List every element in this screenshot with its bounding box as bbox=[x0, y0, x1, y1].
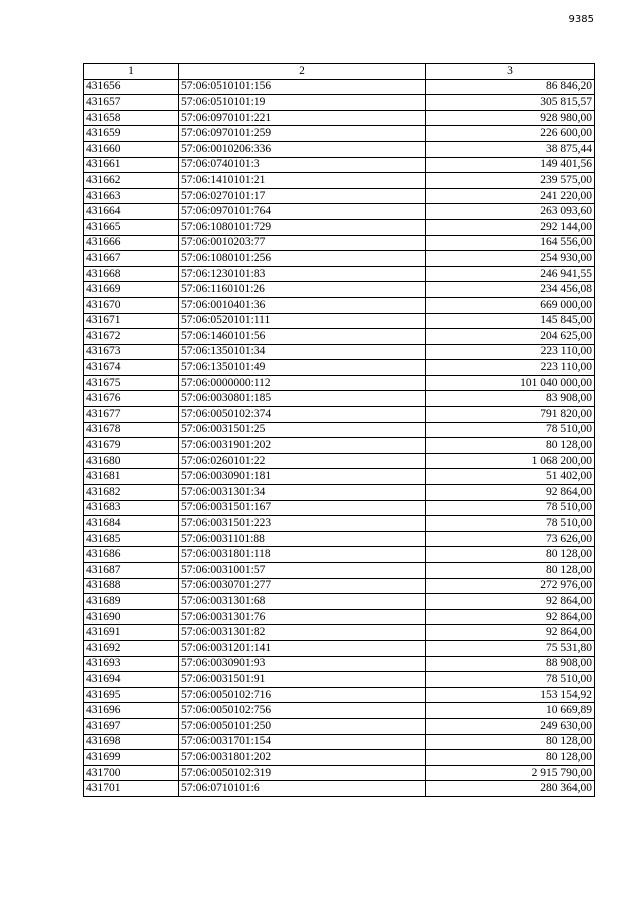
table-row bbox=[84, 188, 595, 204]
value-cell: 254 930,00 bbox=[426, 251, 595, 267]
cadastral-number-cell: 57:06:0031701:154 bbox=[179, 734, 426, 750]
cadastral-number-cell: 57:06:0031901:202 bbox=[179, 438, 426, 454]
cadastral-number-cell: 57:06:0050102:756 bbox=[179, 703, 426, 719]
cadastral-number-cell: 57:06:0050102:374 bbox=[179, 407, 426, 423]
table-row bbox=[84, 500, 595, 516]
value-cell: 263 093,60 bbox=[426, 204, 595, 220]
value-cell: 92 864,00 bbox=[426, 625, 595, 641]
table-row bbox=[84, 266, 595, 282]
table-row bbox=[84, 173, 595, 189]
row-number-cell: 431679 bbox=[84, 438, 179, 454]
value-cell: 51 402,00 bbox=[426, 469, 595, 485]
row-number-cell: 431692 bbox=[84, 640, 179, 656]
row-number-cell: 431678 bbox=[84, 422, 179, 438]
cadastral-number-cell: 57:06:0050102:319 bbox=[179, 765, 426, 781]
row-number-cell: 431684 bbox=[84, 516, 179, 532]
cadastral-number-cell: 57:06:0520101:111 bbox=[179, 313, 426, 329]
value-cell: 249 630,00 bbox=[426, 718, 595, 734]
table-row bbox=[84, 344, 595, 360]
cadastral-number-cell: 57:06:0010401:36 bbox=[179, 297, 426, 313]
row-number-cell: 431676 bbox=[84, 391, 179, 407]
row-number-cell: 431661 bbox=[84, 157, 179, 173]
row-number-cell: 431674 bbox=[84, 360, 179, 376]
table-row bbox=[84, 718, 595, 734]
row-number-cell: 431680 bbox=[84, 453, 179, 469]
table-row bbox=[84, 578, 595, 594]
cadastral-number-cell: 57:06:0031801:118 bbox=[179, 547, 426, 563]
page-number: 9385 bbox=[568, 14, 594, 25]
table-row bbox=[84, 516, 595, 532]
value-cell: 80 128,00 bbox=[426, 563, 595, 579]
table-row bbox=[84, 282, 595, 298]
value-cell: 92 864,00 bbox=[426, 609, 595, 625]
cadastral-number-cell: 57:06:0000000:112 bbox=[179, 375, 426, 391]
row-number-cell: 431698 bbox=[84, 734, 179, 750]
cadastral-number-cell: 57:06:0030701:277 bbox=[179, 578, 426, 594]
table-row bbox=[84, 360, 595, 376]
value-cell: 101 040 000,00 bbox=[426, 375, 595, 391]
value-cell: 78 510,00 bbox=[426, 516, 595, 532]
table-row bbox=[84, 485, 595, 501]
cadastral-number-cell: 57:06:0710101:6 bbox=[179, 781, 426, 797]
cadastral-number-cell: 57:06:1350101:34 bbox=[179, 344, 426, 360]
cadastral-number-cell: 57:06:0031001:57 bbox=[179, 563, 426, 579]
table-row bbox=[84, 375, 595, 391]
cadastral-number-cell: 57:06:0031501:25 bbox=[179, 422, 426, 438]
table-row bbox=[84, 625, 595, 641]
value-cell: 272 976,00 bbox=[426, 578, 595, 594]
table-row bbox=[84, 469, 595, 485]
row-number-cell: 431670 bbox=[84, 297, 179, 313]
cadastral-number-cell: 57:06:1080101:256 bbox=[179, 251, 426, 267]
cadastral-number-cell: 57:06:0031301:76 bbox=[179, 609, 426, 625]
value-cell: 153 154,92 bbox=[426, 687, 595, 703]
table-row bbox=[84, 204, 595, 220]
table-row bbox=[84, 687, 595, 703]
row-number-cell: 431664 bbox=[84, 204, 179, 220]
cadastral-number-cell: 57:06:0031301:68 bbox=[179, 594, 426, 610]
column-header-1: 1 bbox=[84, 64, 179, 80]
table-row bbox=[84, 672, 595, 688]
value-cell: 305 815,57 bbox=[426, 95, 595, 111]
cadastral-number-cell: 57:06:0031501:223 bbox=[179, 516, 426, 532]
value-cell: 204 625,00 bbox=[426, 329, 595, 345]
row-number-cell: 431666 bbox=[84, 235, 179, 251]
table-row bbox=[84, 438, 595, 454]
row-number-cell: 431699 bbox=[84, 750, 179, 766]
table-row bbox=[84, 157, 595, 173]
row-number-cell: 431673 bbox=[84, 344, 179, 360]
value-cell: 239 575,00 bbox=[426, 173, 595, 189]
cadastral-number-cell: 57:06:0031801:202 bbox=[179, 750, 426, 766]
value-cell: 78 510,00 bbox=[426, 422, 595, 438]
value-cell: 80 128,00 bbox=[426, 750, 595, 766]
table-row bbox=[84, 79, 595, 95]
table-row bbox=[84, 391, 595, 407]
table-row bbox=[84, 219, 595, 235]
row-number-cell: 431688 bbox=[84, 578, 179, 594]
row-number-cell: 431659 bbox=[84, 126, 179, 142]
value-cell: 75 531,80 bbox=[426, 640, 595, 656]
table-row bbox=[84, 235, 595, 251]
cadastral-number-cell: 57:06:0031101:88 bbox=[179, 531, 426, 547]
table-row bbox=[84, 313, 595, 329]
table-row bbox=[84, 563, 595, 579]
row-number-cell: 431697 bbox=[84, 718, 179, 734]
value-cell: 223 110,00 bbox=[426, 360, 595, 376]
value-cell: 86 846,20 bbox=[426, 79, 595, 95]
cadastral-number-cell: 57:06:1410101:21 bbox=[179, 173, 426, 189]
value-cell: 92 864,00 bbox=[426, 485, 595, 501]
table-row bbox=[84, 750, 595, 766]
row-number-cell: 431700 bbox=[84, 765, 179, 781]
table-row bbox=[84, 703, 595, 719]
value-cell: 92 864,00 bbox=[426, 594, 595, 610]
table-row bbox=[84, 609, 595, 625]
cadastral-number-cell: 57:06:0270101:17 bbox=[179, 188, 426, 204]
cadastral-number-cell: 57:06:0010203:77 bbox=[179, 235, 426, 251]
row-number-cell: 431660 bbox=[84, 141, 179, 157]
table-row bbox=[84, 141, 595, 157]
cadastral-number-cell: 57:06:1080101:729 bbox=[179, 219, 426, 235]
cadastral-number-cell: 57:06:0031501:167 bbox=[179, 500, 426, 516]
cadastral-number-cell: 57:06:0030801:185 bbox=[179, 391, 426, 407]
column-header-3: 3 bbox=[426, 64, 595, 80]
cadastral-number-cell: 57:06:0031301:34 bbox=[179, 485, 426, 501]
row-number-cell: 431687 bbox=[84, 563, 179, 579]
value-cell: 149 401,56 bbox=[426, 157, 595, 173]
cadastral-number-cell: 57:06:0050101:250 bbox=[179, 718, 426, 734]
cadastral-number-cell: 57:06:1230101:83 bbox=[179, 266, 426, 282]
value-cell: 88 908,00 bbox=[426, 656, 595, 672]
value-cell: 73 626,00 bbox=[426, 531, 595, 547]
value-cell: 241 220,00 bbox=[426, 188, 595, 204]
cadastral-number-cell: 57:06:0010206:336 bbox=[179, 141, 426, 157]
row-number-cell: 431658 bbox=[84, 110, 179, 126]
cadastral-number-cell: 57:06:0510101:156 bbox=[179, 79, 426, 95]
row-number-cell: 431682 bbox=[84, 485, 179, 501]
row-number-cell: 431656 bbox=[84, 79, 179, 95]
value-cell: 1 068 200,00 bbox=[426, 453, 595, 469]
row-number-cell: 431663 bbox=[84, 188, 179, 204]
cadastral-number-cell: 57:06:0510101:19 bbox=[179, 95, 426, 111]
table-row bbox=[84, 329, 595, 345]
cadastral-number-cell: 57:06:0031301:82 bbox=[179, 625, 426, 641]
cadastral-number-cell: 57:06:0030901:93 bbox=[179, 656, 426, 672]
value-cell: 78 510,00 bbox=[426, 500, 595, 516]
row-number-cell: 431690 bbox=[84, 609, 179, 625]
value-cell: 223 110,00 bbox=[426, 344, 595, 360]
row-number-cell: 431683 bbox=[84, 500, 179, 516]
table-row bbox=[84, 594, 595, 610]
row-number-cell: 431667 bbox=[84, 251, 179, 267]
row-number-cell: 431701 bbox=[84, 781, 179, 797]
value-cell: 83 908,00 bbox=[426, 391, 595, 407]
table-row bbox=[84, 95, 595, 111]
row-number-cell: 431693 bbox=[84, 656, 179, 672]
value-cell: 80 128,00 bbox=[426, 438, 595, 454]
value-cell: 78 510,00 bbox=[426, 672, 595, 688]
cadastral-number-cell: 57:06:0031201:141 bbox=[179, 640, 426, 656]
cadastral-number-cell: 57:06:0740101:3 bbox=[179, 157, 426, 173]
cadastral-number-cell: 57:06:0970101:221 bbox=[179, 110, 426, 126]
table-header-row bbox=[84, 64, 595, 80]
row-number-cell: 431671 bbox=[84, 313, 179, 329]
table-row bbox=[84, 126, 595, 142]
table-row bbox=[84, 407, 595, 423]
table-row bbox=[84, 547, 595, 563]
row-number-cell: 431686 bbox=[84, 547, 179, 563]
row-number-cell: 431665 bbox=[84, 219, 179, 235]
row-number-cell: 431669 bbox=[84, 282, 179, 298]
value-cell: 234 456,08 bbox=[426, 282, 595, 298]
cadastral-number-cell: 57:06:0970101:764 bbox=[179, 204, 426, 220]
cadastral-number-cell: 57:06:1350101:49 bbox=[179, 360, 426, 376]
cadastral-number-cell: 57:06:0260101:22 bbox=[179, 453, 426, 469]
cadastral-number-cell: 57:06:1160101:26 bbox=[179, 282, 426, 298]
row-number-cell: 431685 bbox=[84, 531, 179, 547]
cadastral-number-cell: 57:06:0050102:716 bbox=[179, 687, 426, 703]
table-row bbox=[84, 422, 595, 438]
value-cell: 80 128,00 bbox=[426, 734, 595, 750]
table-row bbox=[84, 110, 595, 126]
cadastral-number-cell: 57:06:0970101:259 bbox=[179, 126, 426, 142]
cadastral-number-cell: 57:06:0031501:91 bbox=[179, 672, 426, 688]
value-cell: 226 600,00 bbox=[426, 126, 595, 142]
row-number-cell: 431662 bbox=[84, 173, 179, 189]
table-row bbox=[84, 531, 595, 547]
value-cell: 145 845,00 bbox=[426, 313, 595, 329]
value-cell: 791 820,00 bbox=[426, 407, 595, 423]
row-number-cell: 431695 bbox=[84, 687, 179, 703]
column-header-2: 2 bbox=[179, 64, 426, 80]
registry-table bbox=[83, 63, 595, 797]
value-cell: 669 000,00 bbox=[426, 297, 595, 313]
table-row bbox=[84, 453, 595, 469]
cadastral-number-cell: 57:06:0030901:181 bbox=[179, 469, 426, 485]
value-cell: 928 980,00 bbox=[426, 110, 595, 126]
table-row bbox=[84, 297, 595, 313]
value-cell: 164 556,00 bbox=[426, 235, 595, 251]
table-row bbox=[84, 781, 595, 797]
row-number-cell: 431696 bbox=[84, 703, 179, 719]
value-cell: 280 364,00 bbox=[426, 781, 595, 797]
table-row bbox=[84, 656, 595, 672]
value-cell: 2 915 790,00 bbox=[426, 765, 595, 781]
row-number-cell: 431657 bbox=[84, 95, 179, 111]
row-number-cell: 431694 bbox=[84, 672, 179, 688]
table-row bbox=[84, 734, 595, 750]
value-cell: 38 875,44 bbox=[426, 141, 595, 157]
row-number-cell: 431668 bbox=[84, 266, 179, 282]
row-number-cell: 431672 bbox=[84, 329, 179, 345]
table-row bbox=[84, 765, 595, 781]
row-number-cell: 431681 bbox=[84, 469, 179, 485]
table-row bbox=[84, 251, 595, 267]
row-number-cell: 431677 bbox=[84, 407, 179, 423]
cadastral-number-cell: 57:06:1460101:56 bbox=[179, 329, 426, 345]
row-number-cell: 431675 bbox=[84, 375, 179, 391]
table-row bbox=[84, 640, 595, 656]
row-number-cell: 431689 bbox=[84, 594, 179, 610]
row-number-cell: 431691 bbox=[84, 625, 179, 641]
value-cell: 246 941,55 bbox=[426, 266, 595, 282]
value-cell: 80 128,00 bbox=[426, 547, 595, 563]
value-cell: 10 669,89 bbox=[426, 703, 595, 719]
value-cell: 292 144,00 bbox=[426, 219, 595, 235]
